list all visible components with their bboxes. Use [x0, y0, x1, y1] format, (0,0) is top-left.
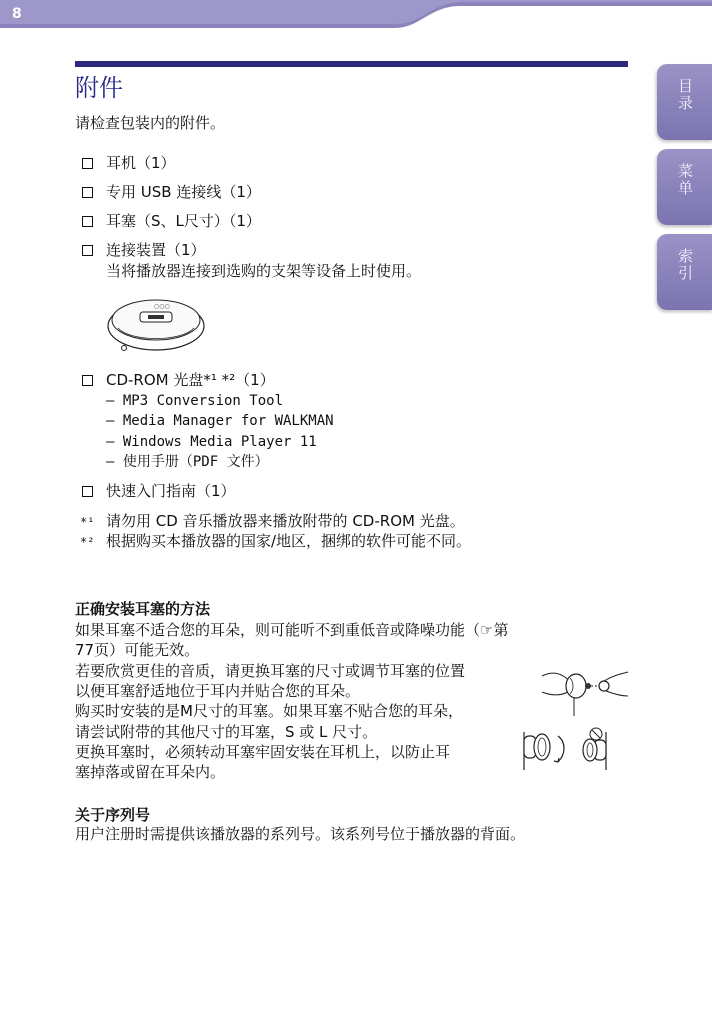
earbuds-paragraph-line: 更换耳塞时，必须转动耳塞牢固安装在耳机上，以防止耳 [75, 743, 451, 761]
item-attachment: 连接装置（1） [106, 241, 206, 259]
intro-text: 请检查包装内的附件。 [75, 114, 226, 132]
tab-index[interactable] [657, 234, 712, 310]
item-cdrom: CD-ROM 光盘*¹ *²（1） [106, 371, 275, 389]
earbud-fitting-illustration [536, 662, 632, 718]
earbuds-paragraph-line: 请尝试附带的其他尺寸的耳塞，S 或 L 尺寸。 [75, 723, 378, 741]
svg-text:○○○: ○○○ [154, 303, 170, 310]
footnote-text: 请勿用 CD 音乐播放器来播放附带的 CD-ROM 光盘。 [106, 512, 465, 530]
checkbox [82, 375, 93, 386]
attachment-illustration [104, 292, 208, 354]
page-number: 8 [12, 6, 22, 22]
earbuds-paragraph-line: 购买时安装的是M尺寸的耳塞。如果耳塞不贴合您的耳朵， [75, 702, 463, 720]
tab-index-label: 索引 [676, 248, 694, 282]
footnote-mark: *¹ [80, 515, 95, 529]
footnote-text: 根据购买本播放器的国家/地区，捆绑的软件可能不同。 [106, 532, 472, 550]
item-usb-cable: 专用 USB 连接线（1） [106, 183, 261, 201]
checkbox [82, 245, 93, 256]
cdrom-subitem: – Media Manager for WALKMAN [106, 413, 334, 429]
earbuds-paragraph-line: 77页）可能无效。 [75, 641, 200, 659]
cdrom-subitem: – MP3 Conversion Tool [106, 393, 284, 409]
earbuds-paragraph-line: 以便耳塞舒适地位于耳内并贴合您的耳朵。 [75, 682, 361, 700]
checkbox [82, 486, 93, 497]
checkbox [82, 158, 93, 169]
earbuds-paragraph-line: 若要欣赏更佳的音质，请更换耳塞的尺寸或调节耳塞的位置 [75, 662, 466, 680]
checkbox [82, 187, 93, 198]
serial-text: 用户注册时需提供该播放器的系列号。该系列号位于播放器的背面。 [75, 825, 526, 843]
checkbox [82, 216, 93, 227]
tab-toc[interactable] [657, 64, 712, 140]
tab-toc-label: 目录 [676, 78, 694, 112]
cdrom-subitem: – Windows Media Player 11 [106, 434, 317, 450]
item-attachment-note: 当将播放器连接到选购的支架等设备上时使用。 [106, 262, 422, 280]
tab-menu-label: 菜单 [676, 163, 694, 197]
earbuds-heading: 正确安装耳塞的方法 [75, 600, 211, 618]
item-earbuds: 耳塞（S、L尺寸）（1） [106, 212, 261, 230]
page-title: 附件 [75, 74, 123, 102]
serial-heading: 关于序列号 [75, 806, 151, 824]
earbuds-paragraph-line: 如果耳塞不适合您的耳朵，则可能听不到重低音或降噪功能（☞第 [75, 621, 509, 639]
earbud-rotate-illustration [514, 726, 620, 776]
footnote-mark: *² [80, 535, 95, 549]
header-band [0, 0, 712, 30]
title-rule [75, 61, 628, 67]
cdrom-subitem: – 使用手册（PDF 文件） [106, 454, 269, 470]
tab-menu[interactable] [657, 149, 712, 225]
item-earphones: 耳机（1） [106, 154, 176, 172]
earbuds-paragraph-line: 塞掉落或留在耳朵内。 [75, 763, 226, 781]
item-quick-start-guide: 快速入门指南（1） [106, 482, 236, 500]
